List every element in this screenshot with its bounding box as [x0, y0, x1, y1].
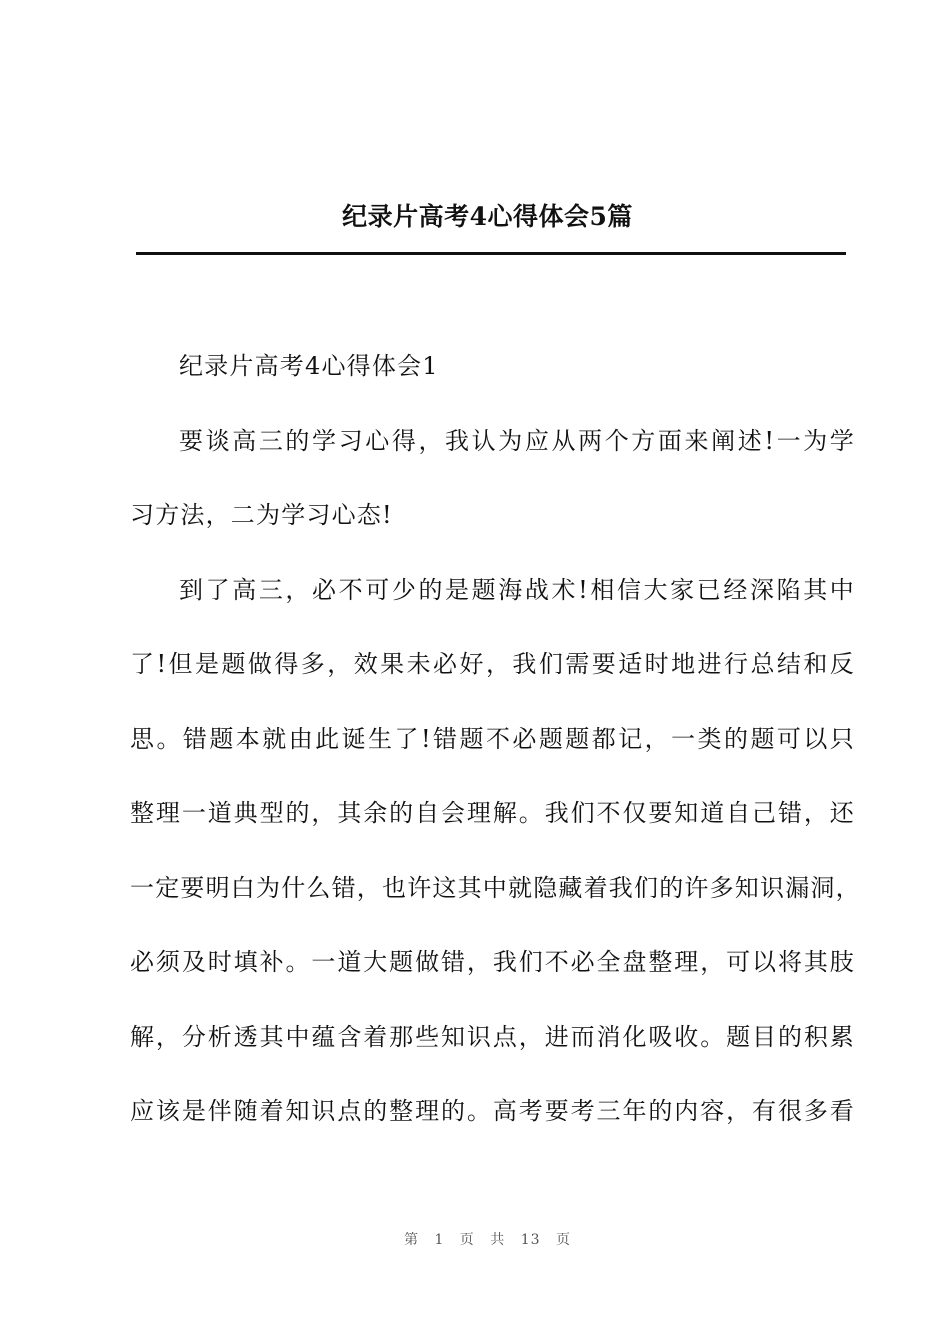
page-number-footer: 第 1 页 共 13 页	[404, 1232, 571, 1248]
page-title: 纪录片高考4心得体会5篇	[342, 202, 633, 231]
text-line: 思。错题本就由此诞生了!错题不必题题都记，一类的题可以只	[130, 724, 855, 753]
document-body	[130, 342, 861, 1162]
text-line: 必须及时填补。一道大题做错，我们不必全盘整理，可以将其肢	[130, 948, 855, 976]
text-line: 一定要明白为什么错，也许这其中就隐藏着我们的许多知识漏洞，	[130, 873, 861, 902]
text-line: 纪录片高考4心得体会1	[179, 352, 439, 380]
text-line: 应该是伴随着知识点的整理的。高考要考三年的内容，有很多看	[130, 1097, 855, 1125]
text-line: 到了高三，必不可少的是题海战术!相信大家已经深陷其中	[179, 575, 855, 604]
text-line: 习方法，二为学习心态!	[130, 501, 393, 529]
text-line: 要谈高三的学习心得，我认为应从两个方面来阐述!一为学	[179, 426, 855, 455]
text-line: 了!但是题做得多，效果未必好，我们需要适时地进行总结和反	[130, 650, 855, 678]
title-divider	[136, 252, 846, 255]
text-line: 整理一道典型的，其余的自会理解。我们不仅要知道自己错，还	[130, 799, 855, 827]
text-line: 解，分析透其中蕴含着那些知识点，进而消化吸收。题目的积累	[130, 1022, 855, 1051]
